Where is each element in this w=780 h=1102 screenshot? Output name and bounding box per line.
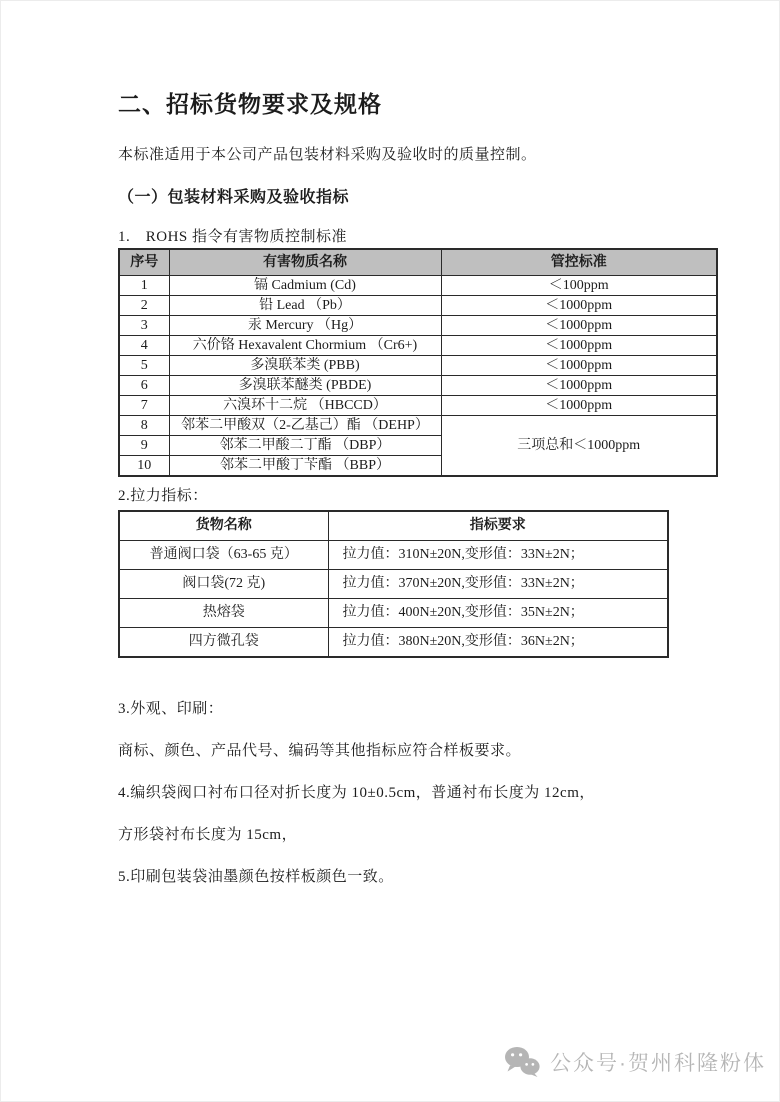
rohs-table (118, 248, 718, 477)
table-row (119, 396, 717, 416)
rohs-header-row (119, 249, 717, 276)
page-title: 二、招标货物要求及规格 (118, 92, 382, 117)
cell-goods: 普通阀口袋（63-65 克） (119, 541, 328, 570)
cell-standard: ＜1000ppm (441, 316, 717, 336)
cell-name: 邻苯二甲酸二丁酯 （DBP） (169, 436, 441, 456)
cell-name: 六溴环十二烷 （HBCCD） (169, 396, 441, 416)
cell-no: 10 (119, 456, 169, 477)
intro-paragraph: 本标准适用于本公司产品包装材料采购及验收时的质量控制。 (118, 147, 537, 163)
table-row (119, 376, 717, 396)
document-body (118, 90, 716, 909)
cell-no: 1 (119, 276, 169, 296)
item-4-line1: 4.编织袋阀口衬布口径对折长度为 10±0.5cm，普通衬布长度为 12cm， (118, 785, 595, 801)
cell-name: 邻苯二甲酸双（2-乙基己）酯 （DEHP） (169, 416, 441, 436)
section-heading: （一）包装材料采购及验收指标 (118, 189, 350, 206)
table-row (119, 541, 668, 570)
table-row (119, 316, 717, 336)
table-row (119, 628, 668, 658)
watermark-text: 公众号·贺州科隆粉体 (550, 1051, 766, 1075)
cell-standard: ＜1000ppm (441, 396, 717, 416)
notes-block (118, 699, 716, 888)
table-row (119, 336, 717, 356)
item-2-label: 2.拉力指标： (118, 488, 208, 504)
cell-name: 邻苯二甲酸丁苄酯 （BBP） (169, 456, 441, 477)
table-row (119, 296, 717, 316)
rohs-header-no: 序号 (119, 249, 169, 276)
item-5-text: 5.印刷包装袋油墨颜色按样板颜色一致。 (118, 869, 394, 885)
cell-requirement: 拉力值：380N±20N,变形值：36N±2N； (328, 628, 668, 658)
cell-standard: ＜100ppm (441, 276, 717, 296)
table-row (119, 276, 717, 296)
cell-standard: ＜1000ppm (441, 376, 717, 396)
cell-no: 9 (119, 436, 169, 456)
cell-no: 6 (119, 376, 169, 396)
cell-goods: 阀口袋(72 克) (119, 570, 328, 599)
tension-table (118, 510, 669, 658)
cell-no: 7 (119, 396, 169, 416)
cell-no: 8 (119, 416, 169, 436)
rohs-header-name: 有害物质名称 (169, 249, 441, 276)
table-row (119, 599, 668, 628)
cell-name: 六价铬 Hexavalent Chormium （Cr6+) (169, 336, 441, 356)
table-row (119, 356, 717, 376)
cell-goods: 四方微孔袋 (119, 628, 328, 658)
cell-name: 汞 Mercury （Hg） (169, 316, 441, 336)
cell-requirement: 拉力值：310N±20N,变形值：33N±2N； (328, 541, 668, 570)
cell-merged-standard: 三项总和＜1000ppm (441, 416, 717, 477)
tension-header-row (119, 511, 668, 541)
cell-standard: ＜1000ppm (441, 296, 717, 316)
wechat-icon (504, 1046, 540, 1077)
tension-header-goods: 货物名称 (119, 511, 328, 541)
cell-goods: 热熔袋 (119, 599, 328, 628)
item-3-label: 3.外观、印刷： (118, 701, 224, 717)
table-row (119, 416, 717, 436)
cell-no: 2 (119, 296, 169, 316)
cell-requirement: 拉力值：400N±20N,变形值：35N±2N； (328, 599, 668, 628)
cell-name: 镉 Cadmium (Cd) (169, 276, 441, 296)
cell-standard: ＜1000ppm (441, 356, 717, 376)
watermark (504, 1046, 766, 1077)
item-4-line2: 方形袋衬布长度为 15cm， (118, 827, 298, 843)
cell-no: 4 (119, 336, 169, 356)
cell-name: 多溴联苯类 (PBB) (169, 356, 441, 376)
cell-standard: ＜1000ppm (441, 336, 717, 356)
rohs-header-standard: 管控标准 (441, 249, 717, 276)
cell-no: 3 (119, 316, 169, 336)
tension-header-req: 指标要求 (328, 511, 668, 541)
cell-no: 5 (119, 356, 169, 376)
table-row (119, 570, 668, 599)
cell-name: 多溴联苯醚类 (PBDE) (169, 376, 441, 396)
cell-name: 铅 Lead （Pb） (169, 296, 441, 316)
cell-requirement: 拉力值：370N±20N,变形值：33N±2N； (328, 570, 668, 599)
item-1-label: 1. ROHS 指令有害物质控制标准 (118, 229, 348, 245)
item-3-body: 商标、颜色、产品代号、编码等其他指标应符合样板要求。 (118, 743, 522, 759)
